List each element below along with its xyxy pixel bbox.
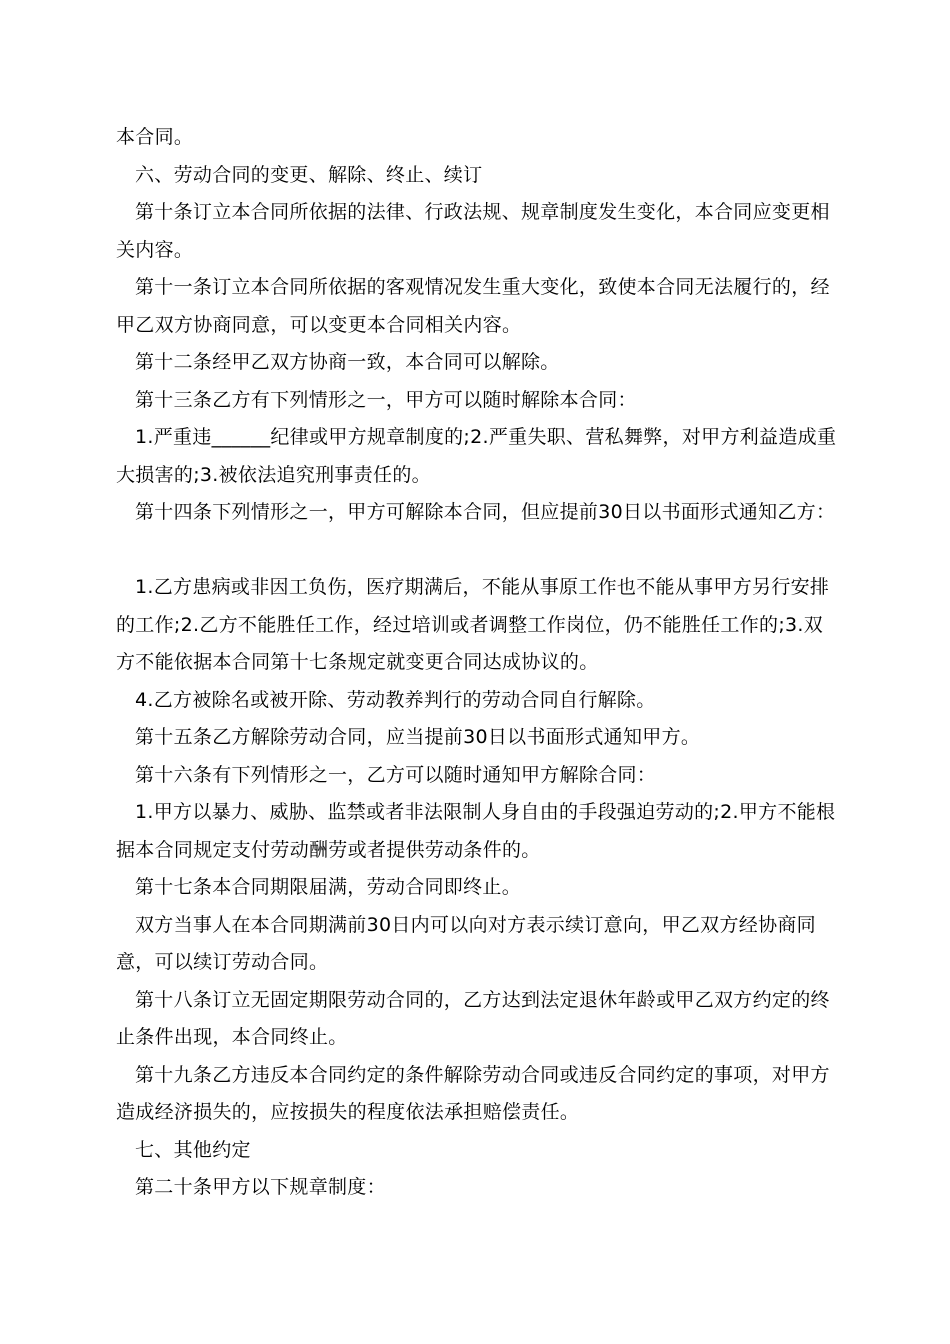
article-16-items: 1.甲方以暴力、威胁、监禁或者非法限制人身自由的手段强迫劳动的;2.甲方不能根据本合同规定支付劳动酬劳或者提供劳动条件的。 (116, 801, 836, 861)
article-11: 第十一条订立本合同所依据的客观情况发生重大变化，致使本合同无法履行的，经甲乙双方协商同意，可以变更本合同相关内容。 (116, 276, 830, 336)
article-14-item-4: 4.乙方被除名或被开除、劳动教养判行的劳动合同自行解除。 (135, 688, 656, 711)
article-14-items: 1.乙方患病或非因工负伤，医疗期满后，不能从事原工作也不能从事甲方另行安排的工作;2.乙方不能胜任工作，经过培训或者调整工作岗位，仍不能胜任工作的;3.双方不能依据本合同第十七条规定就变更合同达成协议的。 (116, 576, 830, 673)
section-heading-6: 六、劳动合同的变更、解除、终止、续订 (135, 163, 483, 186)
article-13: 第十三条乙方有下列情形之一，甲方可以随时解除本合同： (135, 388, 637, 411)
blank-line (116, 532, 842, 570)
article-19: 第十九条乙方违反本合同约定的条件解除劳动合同或违反合同约定的事项，对甲方造成经济损失的，应按损失的程度依法承担赔偿责任。 (116, 1063, 830, 1123)
section-heading-7: 七、其他约定 (135, 1138, 251, 1161)
article-18: 第十八条订立无固定期限劳动合同的，乙方达到法定退休年龄或甲乙双方约定的终止条件出现，本合同终止。 (116, 988, 830, 1048)
article-10: 第十条订立本合同所依据的法律、行政法规、规章制度发生变化，本合同应变更相关内容。 (116, 201, 830, 261)
paragraph-contract-end: 本合同。 (116, 126, 194, 148)
article-20: 第二十条甲方以下规章制度： (135, 1176, 386, 1198)
article-17-renewal: 双方当事人在本合同期满前30日内可以向对方表示续订意向，甲乙双方经协商同意，可以续订劳动合同。 (116, 913, 816, 973)
article-14: 第十四条下列情形之一，甲方可解除本合同，但应提前30日以书面形式通知乙方： (135, 501, 836, 523)
article-17: 第十七条本合同期限届满，劳动合同即终止。 (135, 876, 522, 898)
document-body (116, 119, 842, 1207)
article-15: 第十五条乙方解除劳动合同，应当提前30日以书面形式通知甲方。 (135, 726, 701, 748)
article-12: 第十二条经甲乙双方协商一致，本合同可以解除。 (135, 351, 560, 373)
article-13-items: 1.严重违______纪律或甲方规章制度的;2.严重失职、营私舞弊，对甲方利益造成重大损害的;3.被依法追究刑事责任的。 (116, 426, 837, 486)
article-16: 第十六条有下列情形之一，乙方可以随时通知甲方解除合同： (135, 763, 657, 786)
